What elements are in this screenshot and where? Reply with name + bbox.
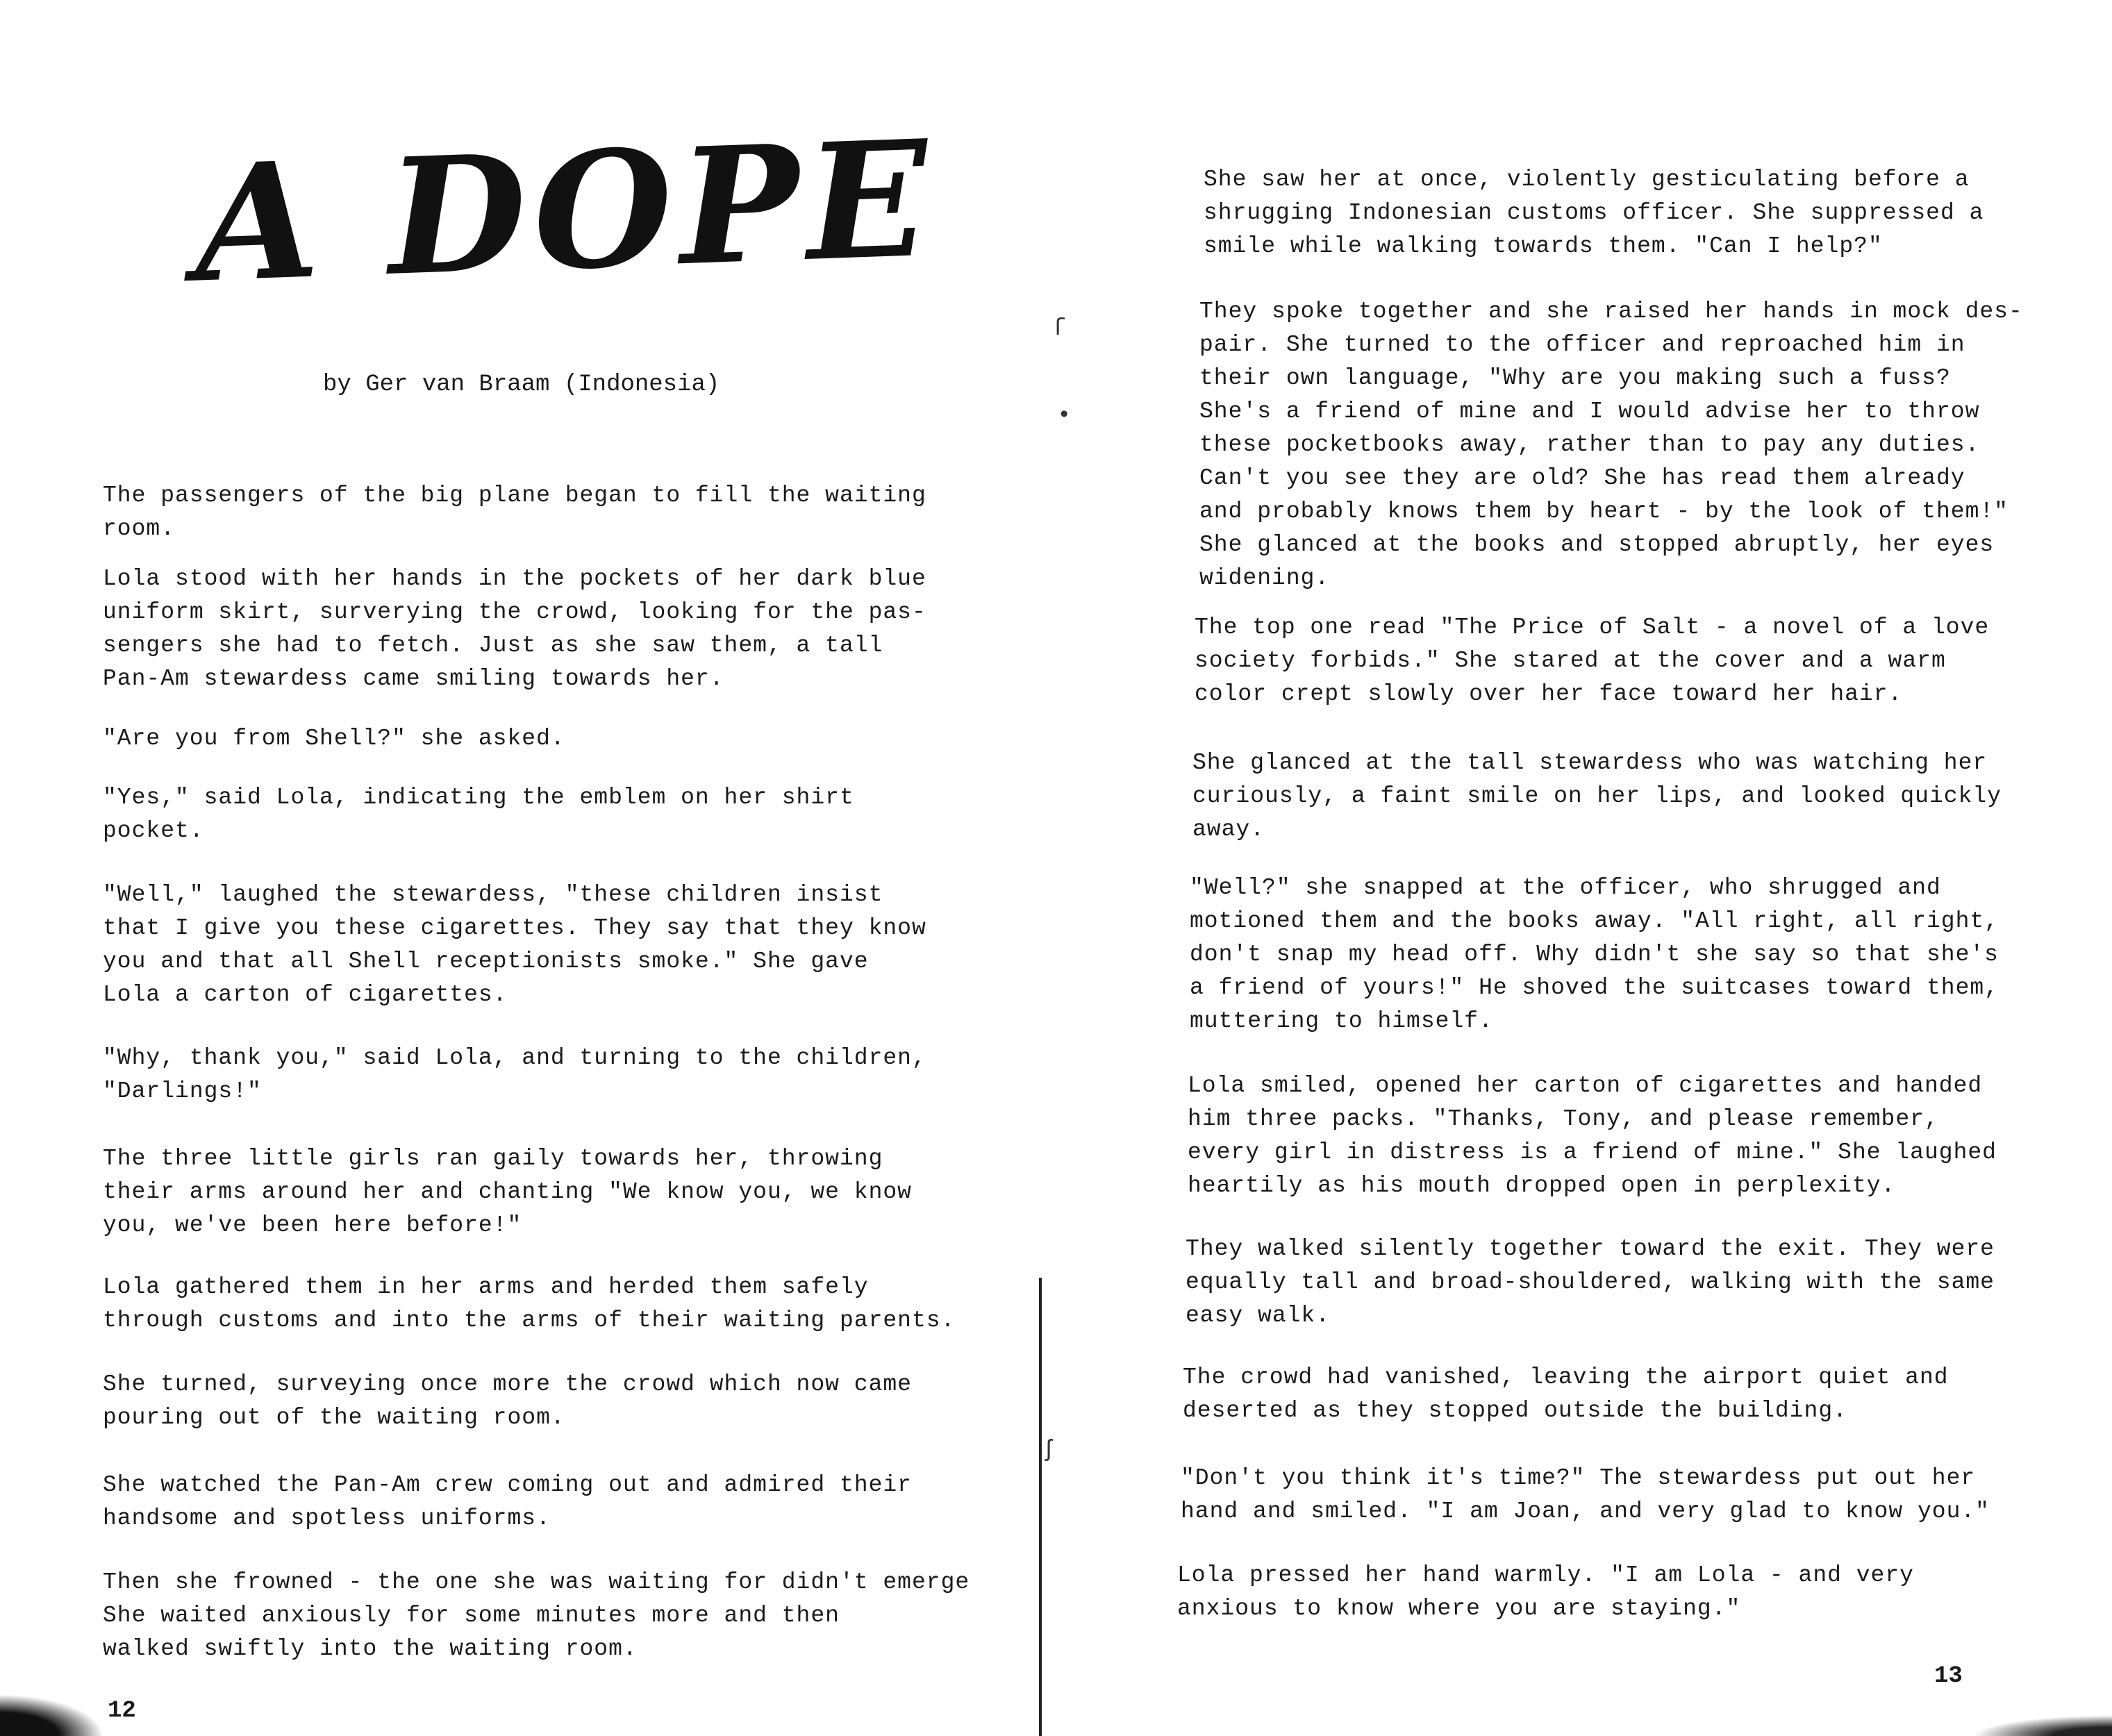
paragraph: She watched the Pan-Am crew coming out and admired their handsome and spotless uniforms. <box>103 1472 912 1531</box>
paragraph: They walked silently together toward the exit. They were equally tall and broad-shouldered, walking with the same easy walk. <box>1186 1236 1995 1328</box>
paragraph: "Well?" she snapped at the officer, who shrugged and motioned them and the books away. "All right, all right, don't snap my head off. Why didn't she say so that she's a friend of yours!" He shoved the suitcases toward them, muttering to himself. <box>1190 875 1999 1034</box>
gutter-mark: • <box>1057 403 1072 429</box>
paragraph: Lola pressed her hand warmly. "I am Lola - and very anxious to know where you are staying." <box>1177 1562 1914 1621</box>
gutter-mark: ʃ <box>1042 1437 1056 1464</box>
paragraph: Lola smiled, opened her carton of cigarettes and handed him three packs. "Thanks, Tony, and please remember, every girl in distress is a friend of mine." She laughed heartily as his mouth dropped open in perplexity. <box>1188 1073 1997 1199</box>
page-number: 13 <box>1934 1663 1963 1689</box>
paragraph: The passengers of the big plane began to fill the waiting room. <box>103 483 926 542</box>
paragraph: "Don't you think it's time?" The stewardess put out her hand and smiled. "I am Joan, and very glad to know you." <box>1181 1465 1990 1524</box>
paragraph: She turned, surveying once more the crowd which now came pouring out of the waiting room. <box>103 1371 912 1430</box>
paragraph: "Well," laughed the stewardess, "these children insist that I give you these cigarettes. They say that they know you and that all Shell receptionists smoke." She gave Lola a carton of cigarettes. <box>103 882 926 1008</box>
page-number: 12 <box>108 1698 136 1724</box>
paragraph: She glanced at the tall stewardess who was watching her curiously, a faint smile on her lips, and looked quickly away. <box>1192 750 2002 842</box>
byline: by Ger van Braam (Indonesia) <box>323 372 720 398</box>
paragraph: Then she frowned - the one she was waiting for didn't emerge She waited anxiously for some minutes more and then walked swiftly into the waiting room. <box>103 1569 970 1662</box>
gutter-mark: ſ <box>1052 316 1067 342</box>
paragraph: They spoke together and she raised her hands in mock des- pair. She turned to the officer and reproached him in their own language, "Why are you making such a fuss? She's a friend of mine and I would advise her to throw these pocketbooks away, rather than to pay any duties. Can't you see they are old? She has read them already and probably knows them by heart - by the look of them!" She glanced at the books and stopped abruptly, her eyes widening. <box>1199 299 2023 591</box>
gutter-line <box>1039 1278 1042 1736</box>
paragraph: Lola stood with her hands in the pockets of her dark blue uniform skirt, surverying the crowd, looking for the pas- sengers she had to fetch. Just as she saw them, a tall Pan-Am stewardess came smiling towards her. <box>103 566 926 692</box>
paragraph: "Yes," said Lola, indicating the emblem on her shirt pocket. <box>103 785 854 844</box>
paragraph: "Are you from Shell?" she asked. <box>103 726 565 751</box>
story-title: A DOPE <box>191 105 938 319</box>
paragraph: She saw her at once, violently gesticulating before a shrugging Indonesian customs officer. She suppressed a smile while walking towards them. "Can I help?" <box>1204 167 1984 259</box>
right-page <box>1045 0 2112 1736</box>
page-corner-shadow <box>0 1694 104 1736</box>
page-corner-shadow <box>1973 1715 2112 1736</box>
paragraph: "Why, thank you," said Lola, and turning to the children, "Darlings!" <box>103 1045 926 1104</box>
paragraph: Lola gathered them in her arms and herded them safely through customs and into the arms of their waiting parents. <box>103 1274 956 1333</box>
paragraph: The top one read "The Price of Salt - a novel of a love society forbids." She stared at the cover and a warm color crept slowly over her face toward her hair. <box>1195 615 1990 707</box>
paragraph: The three little girls ran gaily towards her, throwing their arms around her and chanting "We know you, we know you, we've been here before!" <box>103 1146 912 1238</box>
left-page <box>0 0 1038 1736</box>
paragraph: The crowd had vanished, leaving the airport quiet and deserted as they stopped outside the building. <box>1183 1364 1949 1424</box>
